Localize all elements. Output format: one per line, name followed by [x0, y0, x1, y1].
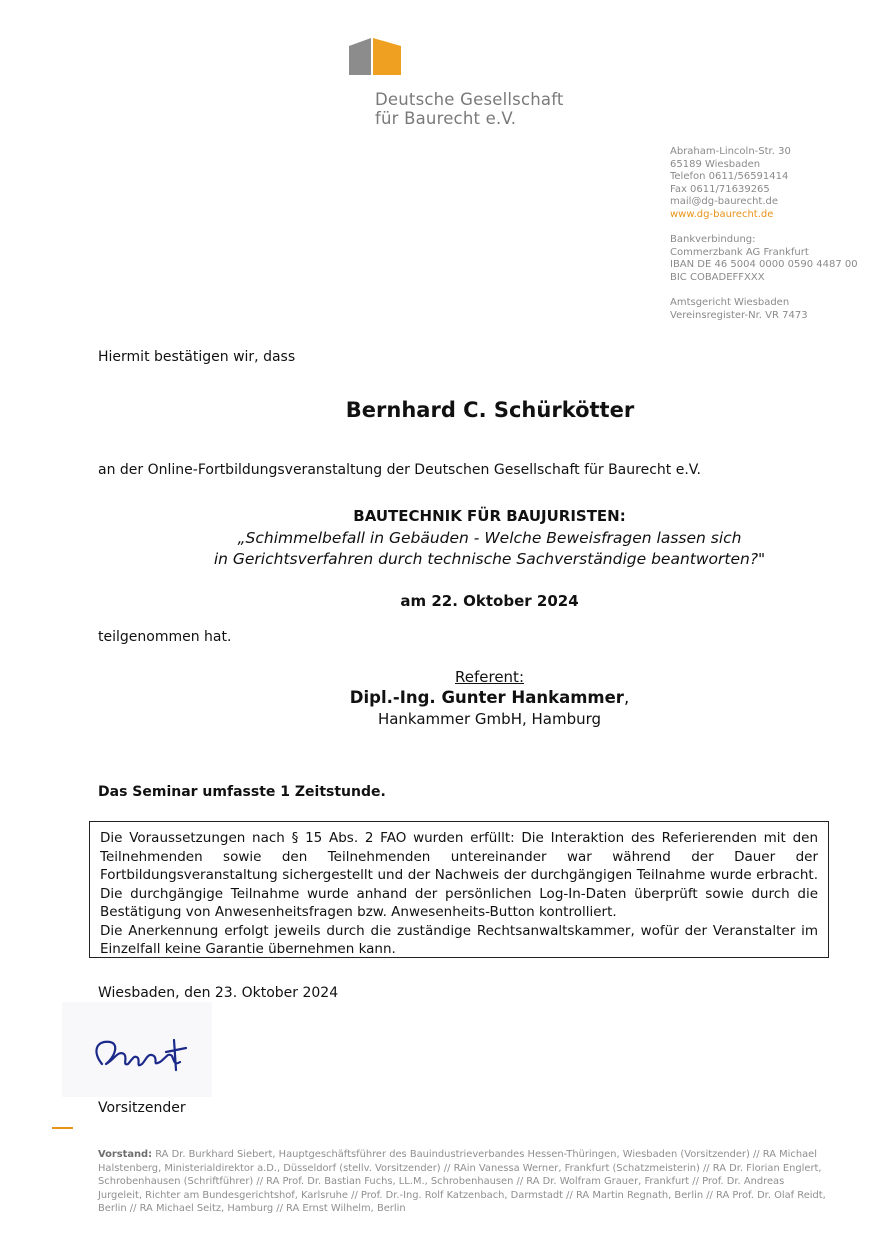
street: Abraham-Lincoln-Str. 30 — [670, 146, 791, 157]
bank-group — [670, 234, 858, 284]
signature — [62, 1002, 212, 1097]
contact-block — [670, 146, 858, 322]
register-group — [670, 297, 858, 322]
iban: IBAN DE 46 5004 0000 0590 4487 00 — [670, 259, 858, 271]
place-date: Wiesbaden, den 23. Oktober 2024 — [98, 985, 339, 1001]
speaker-label: Referent: — [455, 668, 524, 686]
court: Amtsgericht Wiesbaden — [670, 297, 790, 309]
fold-mark — [52, 1127, 73, 1129]
event-line: an der Online-Fortbildungsveranstaltung der Deutschen Gesellschaft für Baurecht e.V. — [98, 462, 701, 478]
register-number: Vereinsregister-Nr. VR 7473 — [670, 309, 808, 321]
fao-notice-paragraph-1: Die Voraussetzungen nach § 15 Abs. 2 FAO wurden erfüllt: Die Interaktion des Referierenden mit den Teilnehmenden sowie den Teilnehmenden untereinander war während der Dauer der Fortbildungsveranstaltung sichergestellt und der Nachweis der durchgängigen Teilnahme wurde erbracht. Die durchgängige Teilnahme wurde anhand der persönlichen Log-In-Daten überprüft sowie durch die Bestätigung von Anwesenheitsfragen bzw. Anwesenheits-Button kontrolliert. — [100, 830, 818, 920]
signer-role: Vorsitzender — [98, 1100, 186, 1116]
intro-text: Hiermit bestätigen wir, dass — [98, 349, 296, 365]
website-link[interactable]: www.dg-baurecht.de — [670, 208, 774, 220]
logo-icon — [349, 37, 401, 77]
seminar-subtitle-line2: in Gerichtsverfahren durch technische Sachverständige beantworten?" — [213, 550, 766, 568]
city: 65189 Wiesbaden — [670, 158, 761, 170]
seminar-duration: Das Seminar umfasste 1 Zeitstunde. — [98, 784, 386, 800]
seminar-title: BAUTECHNIK FÜR BAUJURISTEN: — [353, 507, 626, 525]
speaker — [98, 688, 881, 707]
seminar-subtitle-line1: „Schimmelbefall in Gebäuden - Welche Beweisfragen lassen sich — [237, 529, 742, 547]
bank-heading: Bankverbindung: — [670, 234, 756, 246]
organization-name-line1: Deutsche Gesellschaft — [375, 90, 564, 109]
fao-notice-box — [89, 821, 829, 958]
bank-name: Commerzbank AG Frankfurt — [670, 246, 809, 258]
bic: BIC COBADEFFXXX — [670, 271, 765, 283]
seminar-date: am 22. Oktober 2024 — [400, 592, 579, 610]
seminar-subtitle — [98, 528, 881, 570]
speaker-name: Dipl.-Ing. Gunter Hankammer — [349, 688, 624, 707]
attended-text: teilgenommen hat. — [98, 629, 232, 645]
footer-text: RA Dr. Burkhard Siebert, Hauptgeschäftsführer des Bauindustrieverbandes Hessen-Thüringen, Wiesbaden (Vorsitzender) // RA Michael Halstenberg, Ministerialdirektor a.D., Düsseldorf (stellv. Vorsitzender) // RAin Vanessa Werner, Frankfurt (Schatzmeisterin) // RA Dr. Florian Englert, Schrobenhausen (Schriftführer) // RA Prof. Dr. Bastian Fuchs, LL.M., Schrobenhausen // RA Dr. Wolfram Grauer, Frankfurt // Prof. Dr. Andreas Jurgeleit, Richter am Bundesgerichtshof, Karlsruhe // Prof. Dr.-Ing. Rolf Katzenbach, Darmstadt // RA Martin Regnath, Berlin // RA Prof. Dr. Olaf Reidt, Berlin // RA Michael Seitz, Hamburg // RA Ernst Wilhelm, Berlin — [98, 1149, 826, 1214]
participant-name: Bernhard C. Schürkötter — [345, 398, 635, 422]
phone: Telefon 0611/56591414 — [670, 171, 789, 183]
speaker-firm: Hankammer GmbH, Hamburg — [377, 710, 602, 728]
organization-name — [375, 90, 564, 128]
footer-board — [98, 1148, 828, 1216]
email-link[interactable]: mail@dg-baurecht.de — [670, 196, 779, 208]
speaker-comma: , — [623, 688, 630, 707]
fax: Fax 0611/71639265 — [670, 183, 770, 195]
organization-name-line2: für Baurecht e.V. — [375, 109, 517, 128]
address-group — [670, 146, 858, 222]
footer-label: Vorstand: — [98, 1149, 153, 1160]
fao-notice-paragraph-2: Die Anerkennung erfolgt jeweils durch die zuständige Rechtsanwaltskammer, wofür der Veranstalter im Einzelfall keine Garantie übernehmen kann. — [100, 922, 818, 957]
